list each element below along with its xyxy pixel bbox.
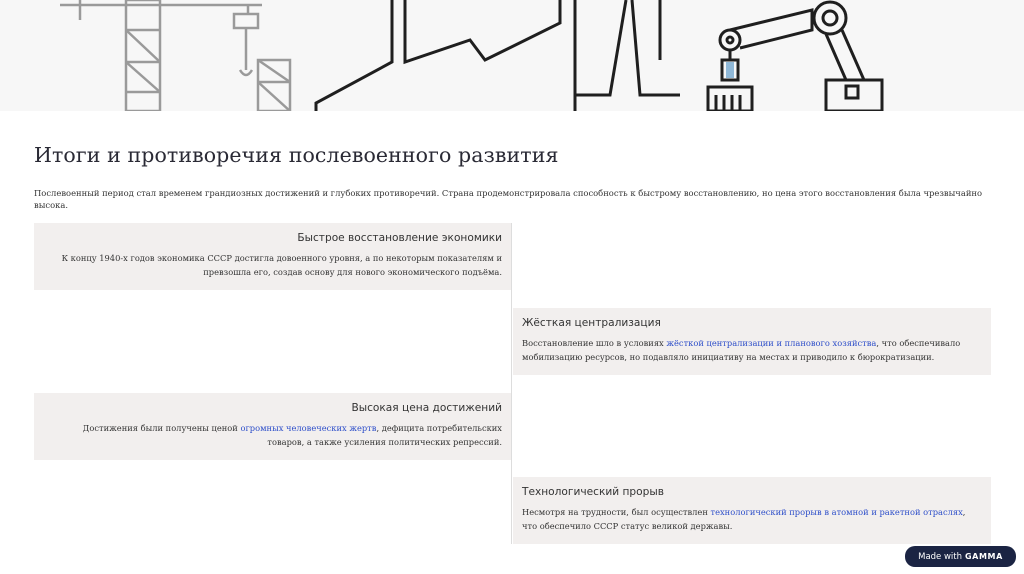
card-heading: Высокая цена достижений xyxy=(351,402,502,414)
intro-paragraph: Послевоенный период стал временем грандиозных достижений и глубоких противоречий. Страна продемонстрировала способность к быстрому восстановлению, но цена этого восстановления была чрезвычайно высока. xyxy=(34,188,983,210)
card-heading: Быстрое восстановление экономики xyxy=(297,232,502,244)
gamma-logo: GAMMA xyxy=(965,552,1003,561)
hero-banner xyxy=(0,0,1024,111)
card-text: Достижения были получены ценой огромных человеческих жертв, дефицита потребительских товаров, а также усиления политических репрессий. xyxy=(82,423,502,447)
card-text: К концу 1940-х годов экономика СССР достигла довоенного уровня, а по некоторым показателям и превзошла его, создав основу для нового экономического подъёма. xyxy=(61,253,502,277)
timeline-divider xyxy=(511,223,512,544)
card-text: Восстановление шло в условиях жёсткой централизации и планового хозяйства, что обеспечивало мобилизацию ресурсов, но подавляло инициативу на местах и приводило к бюрократизации. xyxy=(522,338,961,362)
card-centralization xyxy=(513,308,991,375)
badge-prefix: Made with xyxy=(918,551,963,562)
made-with-gamma-badge[interactable] xyxy=(905,546,1016,567)
card-text: Несмотря на трудности, был осуществлен технологический прорыв в атомной и ракетной отраслях, что обеспечило СССР статус великой державы. xyxy=(522,507,966,531)
highlight-link[interactable]: технологический прорыв в атомной и ракетной отраслях xyxy=(710,507,963,517)
factory-robot-illustration-icon xyxy=(0,0,1024,111)
card-heading: Технологический прорыв xyxy=(522,486,664,498)
card-tech-breakthrough xyxy=(513,477,991,544)
card-economic-recovery xyxy=(34,223,511,290)
card-heading: Жёсткая централизация xyxy=(522,317,661,329)
card-high-cost xyxy=(34,393,511,460)
highlight-link[interactable]: огромных человеческих жертв xyxy=(240,423,377,433)
page-title: Итоги и противоречия послевоенного развития xyxy=(34,143,559,167)
highlight-link[interactable]: жёсткой централизации и планового хозяйства xyxy=(666,338,877,348)
